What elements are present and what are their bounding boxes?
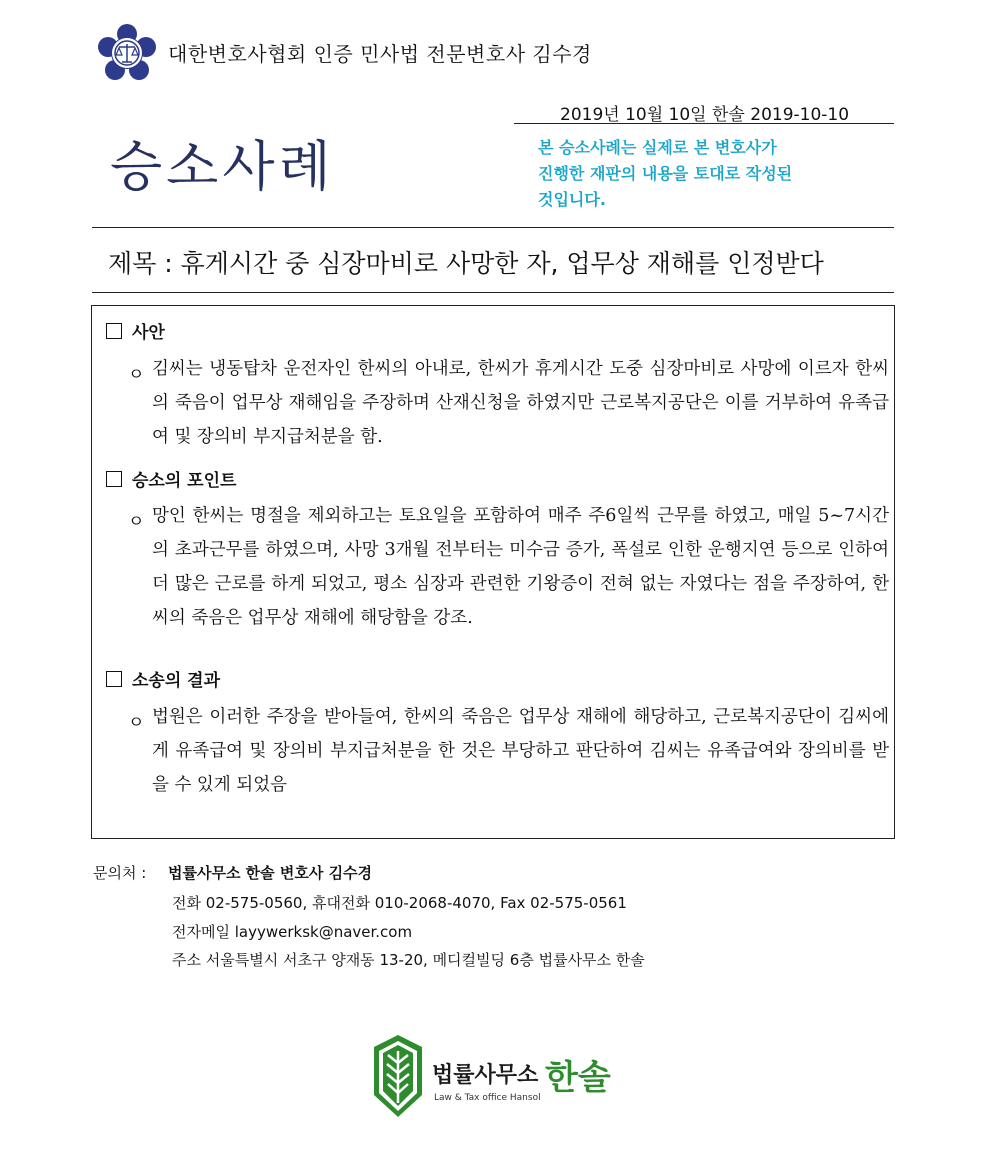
- logo-name-brand: 한솔: [545, 1058, 611, 1098]
- logo-name-primary: 법률사무소: [432, 1063, 539, 1088]
- divider: [514, 123, 894, 124]
- checkbox-square-icon: [106, 671, 122, 687]
- subject-heading: 제목 : 휴게시간 중 심장마비로 사망한 자, 업무상 재해를 인정받다: [108, 249, 824, 278]
- contact-email: 전자메일 layywerksk@naver.com: [172, 923, 413, 941]
- page-title: 승소사례: [110, 135, 335, 198]
- bullet-icon: ㅇ: [128, 512, 145, 532]
- bar-association-seal-icon: [96, 22, 158, 84]
- disclaimer: [538, 135, 878, 213]
- hansol-leaf-logo-icon: [372, 1033, 424, 1119]
- disclaimer-line: 진행한 재판의 내용을 토대로 작성된: [538, 164, 793, 183]
- checkbox-square-icon: [106, 471, 122, 487]
- section-paragraph: 법원은 이러한 주장을 받아들여, 한씨의 죽음은 업무상 재해에 해당하고, 근로복지공단이 김씨에게 유족급여 및 장의비 부지급처분을 한 것은 부당하고 판단하여 김씨는 유족급여와 장의비를 받을 수 있게 되었음: [152, 707, 889, 795]
- section-paragraph: 망인 한씨는 명절을 제외하고는 토요일을 포함하여 매주 주6일씩 근무를 하였고, 매일 5~7시간의 초과근무를 하였으며, 사망 3개월 전부터는 미수금 증가, 폭설로 인한 운행지연 등으로 인하여 더 많은 근로를 하게 되었고, 평소 심장과 관련한 기왕증이 전혀 없는 자였다는 점을 주장하여, 한씨의 죽음은 업무상 재해에 해당함을 강조.: [152, 506, 889, 628]
- disclaimer-line: 것입니다.: [538, 190, 606, 209]
- contact-address: 주소 서울특별시 서초구 양재동 13-20, 메디컬빌딩 6층 법률사무소 한솔: [172, 951, 645, 969]
- contact-label: 문의처 :: [93, 864, 147, 882]
- section-heading-label: 소송의 결과: [132, 671, 221, 691]
- checkbox-square-icon: [106, 323, 122, 339]
- disclaimer-line: 본 승소사례는 실제로 본 변호사가: [538, 138, 777, 157]
- section-heading: [106, 318, 165, 343]
- section-heading: [106, 466, 236, 491]
- section-heading-label: 승소의 포인트: [132, 471, 237, 491]
- divider: [92, 292, 894, 293]
- section-heading: [106, 666, 220, 691]
- bullet-icon: ㅇ: [128, 713, 145, 733]
- section-paragraph: 김씨는 냉동탑차 운전자인 한씨의 아내로, 한씨가 휴게시간 도중 심장마비로 사망에 이르자 한씨의 죽음이 업무상 재해임을 주장하며 산재신청을 하였지만 근로복지공단은 이를 거부하여 유족급여 및 장의비 부지급처분을 함.: [152, 359, 889, 447]
- bullet-icon: ㅇ: [128, 365, 145, 385]
- certification-text: 대한변호사협회 인증 민사법 전문변호사 김수경: [168, 42, 592, 66]
- divider: [92, 227, 894, 228]
- dateline: 2019년 10월 10일 한솔 2019-10-10: [560, 105, 850, 125]
- section-heading-label: 사안: [132, 323, 165, 343]
- contact-phone: 전화 02-575-0560, 휴대전화 010-2068-4070, Fax 02-575-0561: [172, 894, 627, 912]
- contact-firm: 법률사무소 한솔 변호사 김수경: [168, 864, 373, 882]
- logo-english-name: Law & Tax office Hansol: [434, 1093, 541, 1103]
